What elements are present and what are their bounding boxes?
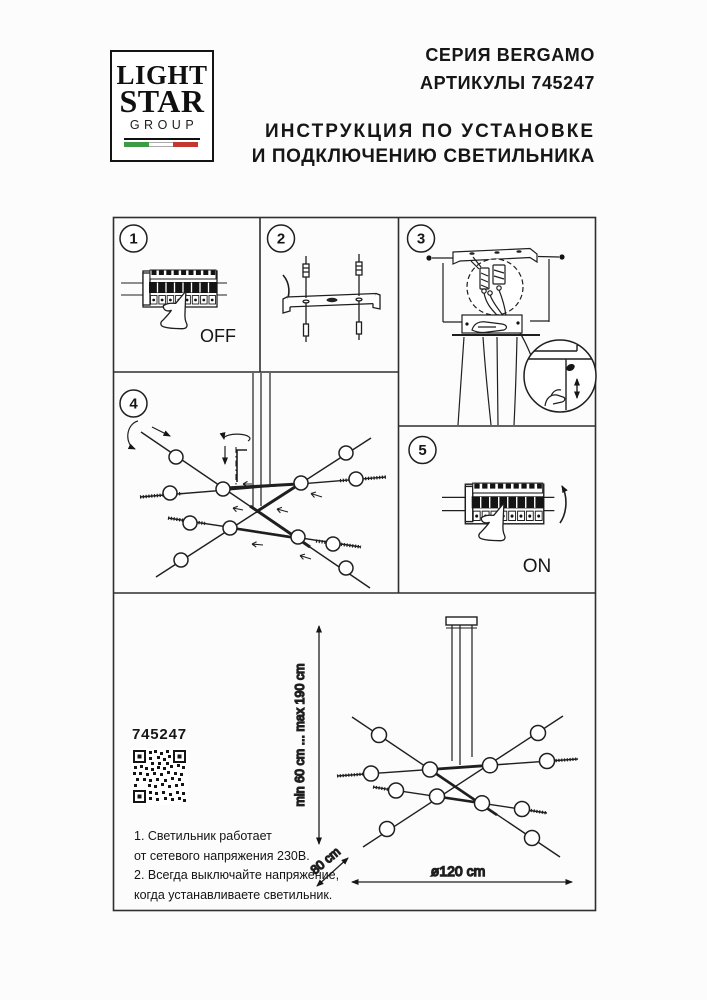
rotate-up-arrow-icon: [560, 486, 566, 523]
step5-label: ON: [522, 556, 552, 577]
height-range-label: min 60 cm ... max 190 cm: [293, 663, 307, 807]
step4-number: 4: [129, 395, 138, 413]
step1-breaker-off-icon: [121, 270, 289, 346]
fixture-body-lines: [458, 337, 517, 425]
ceiling-plate: [446, 617, 477, 625]
diameter-label: ø120 cm: [430, 863, 486, 879]
step-number-badges: [120, 225, 436, 464]
rotate-arrow-icon: [224, 434, 250, 441]
step2-bracket-icon: [283, 254, 380, 342]
logo-star-text: STAR: [119, 83, 205, 119]
side-screw-icon: [559, 254, 564, 259]
instruction-heading-line2: И ПОДКЛЮЧЕНИЮ СВЕТИЛЬНИКА: [251, 146, 595, 167]
step3-number: 3: [416, 230, 426, 248]
step1-number: 1: [129, 230, 138, 248]
step2-number: 2: [276, 230, 286, 248]
depth-label: 80 cm: [307, 844, 343, 878]
qr-code: [131, 748, 188, 805]
note-line: от сетевого напряжения 230В.: [134, 848, 310, 863]
logo-light-text: LIGHT: [116, 60, 208, 90]
series-title: СЕРИЯ BERGAMO: [425, 45, 595, 65]
side-screw-icon: [426, 255, 431, 260]
lamp-spheres: [163, 446, 363, 575]
step3-mounting-diagram: [426, 249, 596, 426]
note-line: 2. Всегда выключайте напряжение,: [134, 868, 340, 882]
instruction-heading-line1: ИНСТРУКЦИЯ ПО УСТАНОВКЕ: [265, 121, 595, 142]
note-line: когда устанавливаете светильник.: [134, 887, 333, 902]
step4-assembly-diagram: [128, 373, 386, 588]
rotate-arrow-icon: [128, 421, 138, 449]
safety-notes: [134, 827, 339, 905]
step5-breaker-on-icon: [442, 483, 566, 577]
note-line: 1. Светильник работает: [134, 829, 272, 843]
suspension-rods: [452, 625, 472, 765]
logo-group-text: GROUP: [129, 118, 199, 132]
spec-article-number: 745247: [132, 726, 187, 743]
article-title: АРТИКУЛЫ 745247: [420, 73, 595, 93]
step5-number: 5: [418, 442, 427, 459]
step1-label: OFF: [200, 326, 236, 346]
canopy-icon: [462, 315, 522, 333]
suspension-pole: [253, 373, 270, 509]
insert-arrow-icon: [152, 427, 170, 436]
